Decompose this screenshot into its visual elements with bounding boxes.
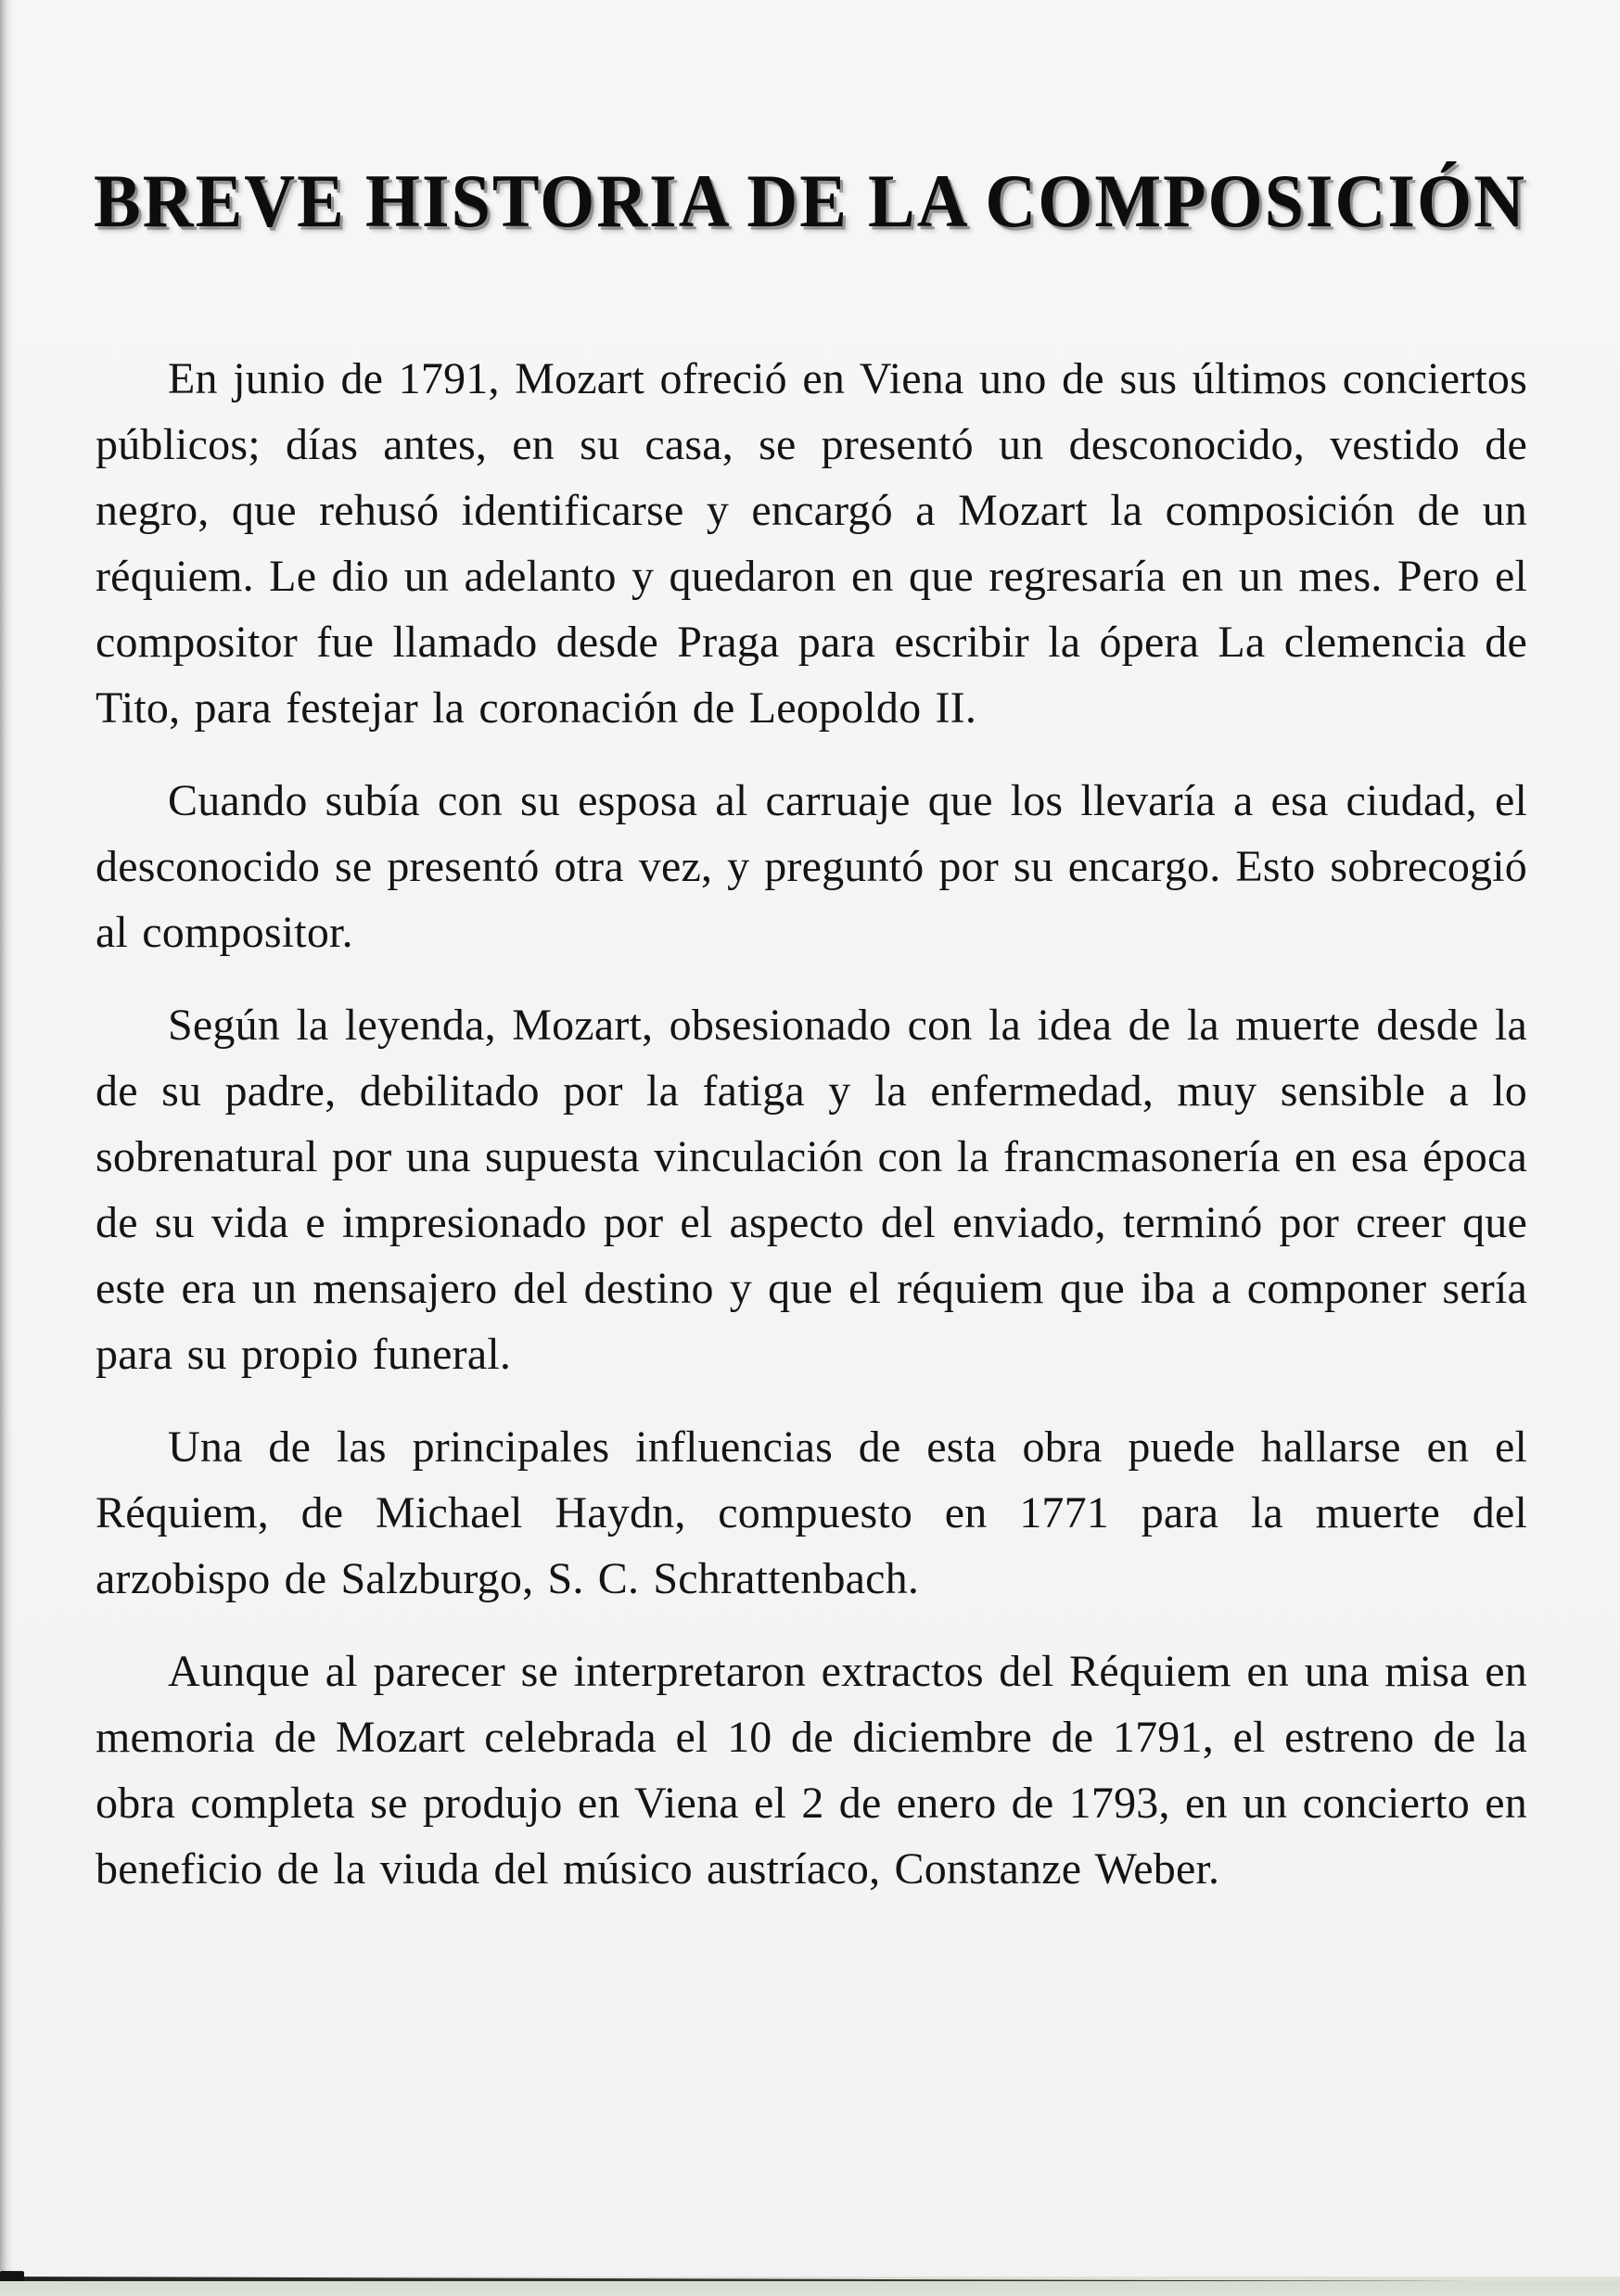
paragraph: En junio de 1791, Mozart ofreció en Viena uno de sus últimos conciertos públicos; días antes, en su casa, se presentó un desconocido, vestido de negro, que rehusó identificarse y encargó a Mozart la composición de un réquiem. Le dio un adelanto y quedaron en que regresaría en un mes. Pero el compositor fue llamado desde Praga para escribir la ópera La clemencia de Tito, para festejar la coronación de Leopoldo II. xyxy=(96,354,1527,733)
scan-left-edge-shadow xyxy=(0,0,15,2277)
scanner-background-strip xyxy=(0,2281,1620,2296)
paragraph: Una de las principales influencias de esta obra puede hallarse en el Réquiem, de Michael Haydn, compuesto en 1771 para la muerte del arzobispo de Salzburgo, S. C. Schrattenbach. xyxy=(96,1422,1527,1604)
paragraph: Aunque al parecer se interpretaron extractos del Réquiem en una misa en memoria de Mozart celebrada el 10 de diciembre de 1791, el estreno de la obra completa se produjo en Viena el 2 de enero de 1793, en un concierto en beneficio de la viuda del músico austríaco, Constanze Weber. xyxy=(96,1647,1527,1894)
paragraph: Según la leyenda, Mozart, obsesionado con la idea de la muerte desde la de su padre, debilitado por la fatiga y la enfermedad, muy sensible a lo sobrenatural por una supuesta vinculación con la francmasonería en esa época de su vida e impresionado por el aspecto del enviado, terminó por creer que este era un mensajero del destino y que el réquiem que iba a componer sería para su propio funeral. xyxy=(96,1001,1527,1380)
paragraph: Cuando subía con su esposa al carruaje que los llevaría a esa ciudad, el desconocido se presentó otra vez, y preguntó por su encargo. Esto sobrecogió al compositor. xyxy=(96,776,1527,958)
page-title: BREVE HISTORIA DE LA COMPOSICIÓN xyxy=(94,159,1526,244)
document-body xyxy=(96,346,1527,1902)
